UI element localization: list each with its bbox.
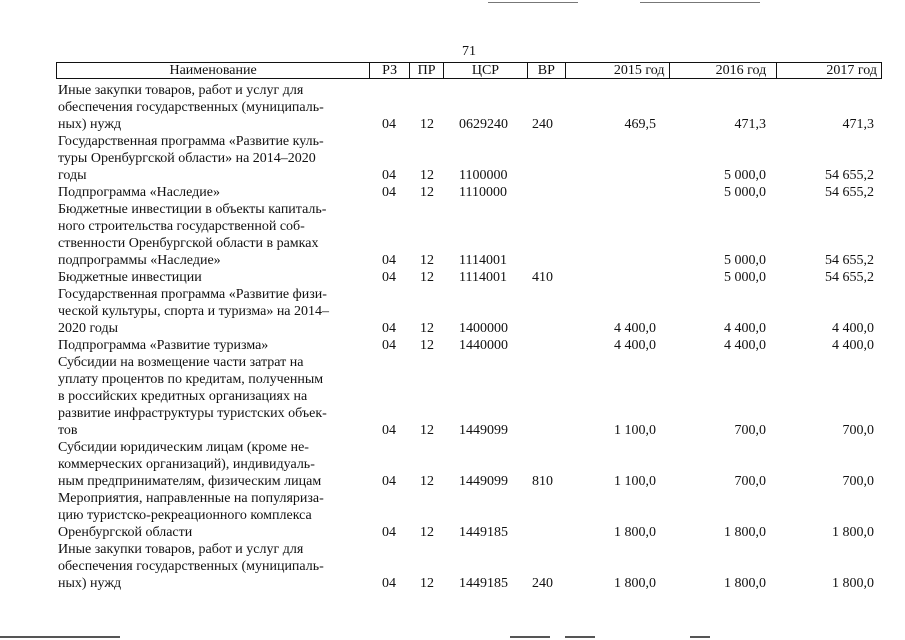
- cell-2017: 700,0: [842, 423, 874, 438]
- cell-2017: 1 800,0: [832, 576, 874, 591]
- row-name-line: обеспечения государственных (муниципаль-: [58, 559, 324, 574]
- row-name-line: туры Оренбургской области» на 2014–2020: [58, 151, 316, 166]
- row-name-line: Подпрограмма «Развитие туризма»: [58, 338, 269, 353]
- cell-2016: 1 800,0: [724, 576, 766, 591]
- cell-rz: 04: [382, 185, 396, 200]
- cell-pr: 12: [420, 474, 434, 489]
- table-row: [56, 490, 882, 541]
- row-name-line: Подпрограмма «Наследие»: [58, 185, 220, 200]
- cell-2016: 5 000,0: [724, 185, 766, 200]
- cell-2015: 4 400,0: [614, 338, 656, 353]
- row-name-line: Бюджетные инвестиции: [58, 270, 202, 285]
- cell-csr: 1400000: [459, 321, 508, 336]
- table-row: [56, 541, 882, 592]
- cell-csr: 1449185: [459, 576, 508, 591]
- row-name-line: Бюджетные инвестиции в объекты капиталь-: [58, 202, 327, 217]
- cell-csr: 1114001: [459, 270, 507, 285]
- cell-csr: 0629240: [459, 117, 508, 132]
- header-rz: РЗ: [370, 63, 410, 78]
- scan-artifact-line: [510, 636, 550, 638]
- cell-rz: 04: [382, 338, 396, 353]
- row-name-line: Мероприятия, направленные на популяриза-: [58, 491, 324, 506]
- cell-2016: 5 000,0: [724, 168, 766, 183]
- cell-rz: 04: [382, 474, 396, 489]
- cell-rz: 04: [382, 253, 396, 268]
- cell-rz: 04: [382, 117, 396, 132]
- row-name-line: коммерческих организаций), индивидуаль-: [58, 457, 315, 472]
- header-vr: ВР: [528, 63, 566, 78]
- cell-2015: 4 400,0: [614, 321, 656, 336]
- cell-2016: 700,0: [734, 423, 766, 438]
- cell-2015: 1 800,0: [614, 525, 656, 540]
- cell-vr: 240: [532, 576, 553, 591]
- row-name: [56, 269, 370, 286]
- cell-pr: 12: [420, 338, 434, 353]
- cell-2017: 54 655,2: [825, 185, 874, 200]
- cell-pr: 12: [420, 576, 434, 591]
- row-name-line: тов: [58, 423, 78, 438]
- table-row: [56, 286, 882, 337]
- cell-2015: 1 100,0: [614, 474, 656, 489]
- row-name: [56, 337, 370, 354]
- row-name-line: ного строительства государственной соб-: [58, 219, 305, 234]
- header-2015: 2015 год: [566, 63, 670, 78]
- cell-2016: 5 000,0: [724, 270, 766, 285]
- row-name: [56, 439, 370, 490]
- cell-csr: 1114001: [459, 253, 507, 268]
- table-body: [56, 82, 882, 592]
- cell-2016: 471,3: [734, 117, 766, 132]
- table-row: [56, 337, 882, 354]
- cell-2015: 469,5: [624, 117, 656, 132]
- cell-pr: 12: [420, 423, 434, 438]
- row-name: [56, 201, 370, 269]
- cell-rz: 04: [382, 423, 396, 438]
- row-name-line: ным предпринимателям, физическим лицам: [58, 474, 322, 489]
- cell-rz: 04: [382, 270, 396, 285]
- cell-csr: 1449099: [459, 474, 508, 489]
- cell-2017: 4 400,0: [832, 338, 874, 353]
- scan-artifact-line: [640, 2, 760, 3]
- row-name-line: обеспечения государственных (муниципаль-: [58, 100, 324, 115]
- row-name: [56, 490, 370, 541]
- scan-artifact-line: [690, 636, 710, 638]
- row-name: [56, 541, 370, 592]
- cell-pr: 12: [420, 185, 434, 200]
- row-name-line: ственности Оренбургской области в рамках: [58, 236, 319, 251]
- header-csr: ЦСР: [444, 63, 528, 78]
- table-row: [56, 439, 882, 490]
- cell-rz: 04: [382, 525, 396, 540]
- row-name: [56, 184, 370, 201]
- cell-2017: 700,0: [842, 474, 874, 489]
- row-name-line: Субсидии юридическим лицам (кроме не-: [58, 440, 309, 455]
- cell-2017: 1 800,0: [832, 525, 874, 540]
- cell-2017: 54 655,2: [825, 253, 874, 268]
- table-row: [56, 133, 882, 184]
- table-row: [56, 201, 882, 269]
- cell-2016: 4 400,0: [724, 321, 766, 336]
- cell-2016: 1 800,0: [724, 525, 766, 540]
- cell-csr: 1110000: [459, 185, 507, 200]
- cell-vr: 410: [532, 270, 553, 285]
- row-name-line: ных) нужд: [58, 576, 122, 591]
- row-name-line: Государственная программа «Развитие куль-: [58, 134, 324, 149]
- cell-2017: 54 655,2: [825, 270, 874, 285]
- cell-pr: 12: [420, 525, 434, 540]
- cell-rz: 04: [382, 168, 396, 183]
- row-name-line: Иные закупки товаров, работ и услуг для: [58, 83, 304, 98]
- cell-2017: 4 400,0: [832, 321, 874, 336]
- cell-2016: 5 000,0: [724, 253, 766, 268]
- cell-2016: 700,0: [734, 474, 766, 489]
- row-name-line: цию туристско-рекреационного комплекса: [58, 508, 312, 523]
- cell-pr: 12: [420, 321, 434, 336]
- header-2017: 2017 год: [826, 63, 877, 78]
- scan-artifact-line: [565, 636, 595, 638]
- cell-vr: 810: [532, 474, 553, 489]
- row-name-line: ных) нужд: [58, 117, 122, 132]
- cell-pr: 12: [420, 168, 434, 183]
- cell-pr: 12: [420, 117, 434, 132]
- cell-2015: 1 100,0: [614, 423, 656, 438]
- row-name: [56, 354, 370, 439]
- row-name-line: 2020 годы: [58, 321, 119, 336]
- header-pr: ПР: [410, 63, 444, 78]
- row-name: [56, 133, 370, 184]
- cell-pr: 12: [420, 253, 434, 268]
- cell-2015: 1 800,0: [614, 576, 656, 591]
- table-header-row: [56, 62, 882, 79]
- cell-rz: 04: [382, 576, 396, 591]
- row-name-line: подпрограммы «Наследие»: [58, 253, 221, 268]
- row-name-line: уплату процентов по кредитам, полученным: [58, 372, 324, 387]
- cell-2017: 54 655,2: [825, 168, 874, 183]
- cell-csr: 1100000: [459, 168, 508, 183]
- table-row: [56, 184, 882, 201]
- cell-csr: 1440000: [459, 338, 508, 353]
- row-name-line: развитие инфраструктуры туристских объек-: [58, 406, 327, 421]
- table-row: [56, 269, 882, 286]
- header-2016: 2016 год: [670, 63, 778, 78]
- cell-2016: 4 400,0: [724, 338, 766, 353]
- cell-pr: 12: [420, 270, 434, 285]
- table-row: [56, 354, 882, 439]
- scan-artifact-line: [0, 636, 120, 638]
- scan-artifact-line: [488, 2, 578, 3]
- row-name-line: в российских кредитных организациях на: [58, 389, 308, 404]
- cell-csr: 1449185: [459, 525, 508, 540]
- row-name-line: Иные закупки товаров, работ и услуг для: [58, 542, 304, 557]
- row-name-line: Государственная программа «Развитие физи-: [58, 287, 327, 302]
- row-name-line: годы: [58, 168, 87, 183]
- cell-csr: 1449099: [459, 423, 508, 438]
- row-name-line: Субсидии на возмещение части затрат на: [58, 355, 304, 370]
- cell-vr: 240: [532, 117, 553, 132]
- cell-2017: 471,3: [842, 117, 874, 132]
- page-number: 71: [462, 44, 476, 59]
- table-row: [56, 82, 882, 133]
- row-name: [56, 82, 370, 133]
- budget-table: [56, 62, 882, 592]
- row-name-line: Оренбургской области: [58, 525, 193, 540]
- row-name: [56, 286, 370, 337]
- row-name-line: ческой культуры, спорта и туризма» на 2014–: [58, 304, 330, 319]
- cell-rz: 04: [382, 321, 396, 336]
- header-name: Наименование: [57, 63, 370, 78]
